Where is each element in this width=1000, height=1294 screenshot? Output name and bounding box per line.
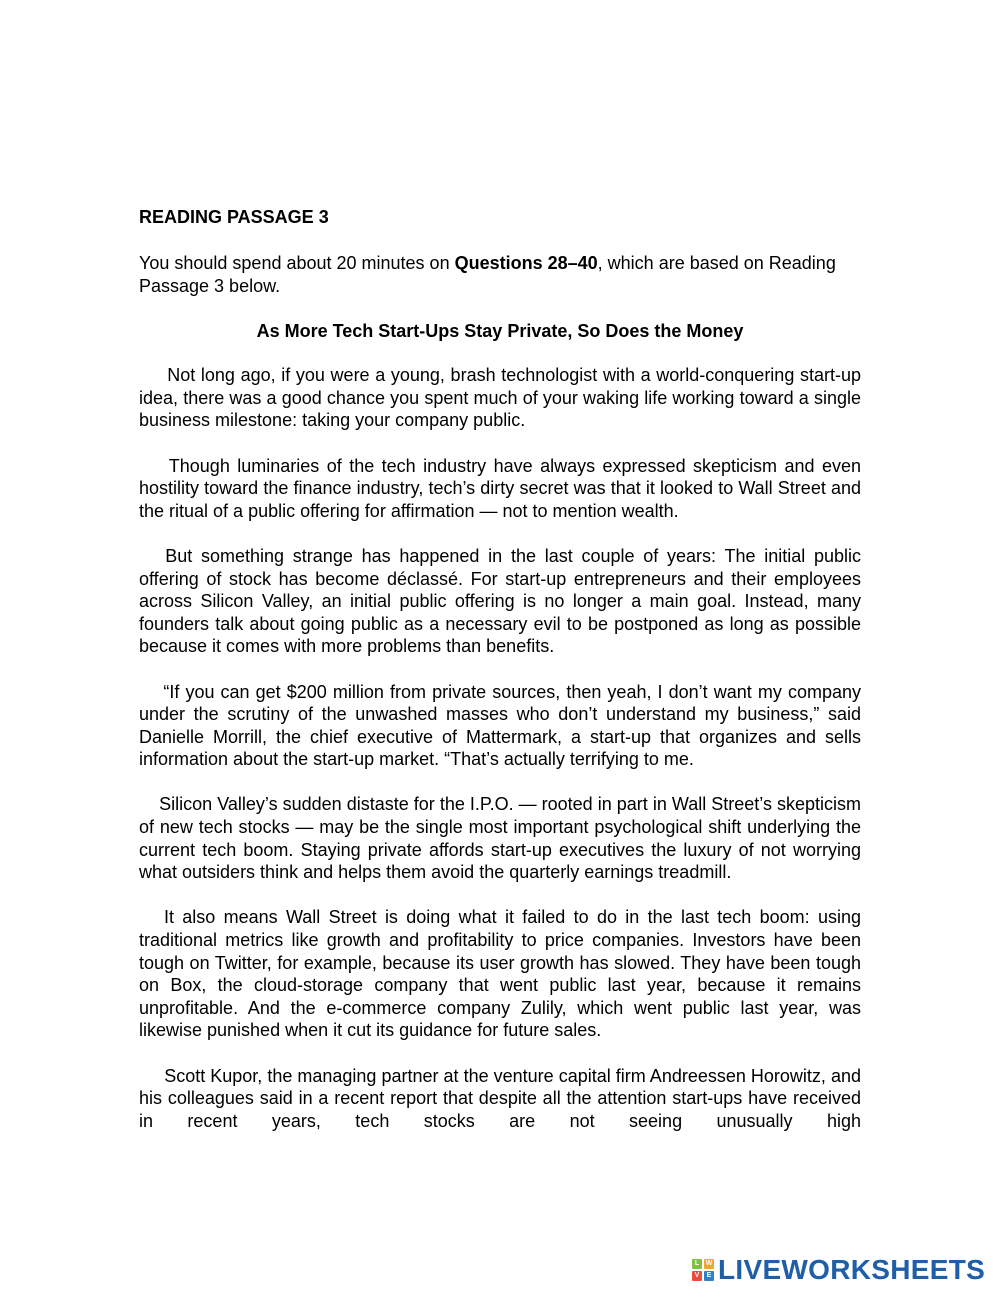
logo-block: E — [704, 1271, 714, 1281]
paragraph-1: Not long ago, if you were a young, brash technologist with a world-conquering start-up idea, there was a good chance you spent much of your waking life working toward a single business milestone: taking your company public. — [139, 365, 867, 431]
instructions-questions: Questions 28–40 — [454, 253, 598, 273]
instructions-prefix: You should spend about 20 minutes on — [139, 253, 455, 273]
passage-title: As More Tech Start-Ups Stay Private, So Does the Money — [256, 321, 744, 342]
logo-blocks-icon — [692, 1259, 714, 1281]
logo-block: W — [705, 1260, 713, 1267]
paragraph-7: Scott Kupor, the managing partner at the venture capital firm Andreessen Horowitz, and his colleagues said in a recent report that despite all the attention start-ups have received in recent years, tech stocks are not seeing unusually high — [139, 1065, 867, 1131]
liveworksheets-logo — [692, 1256, 985, 1284]
logo-block: L — [692, 1259, 702, 1269]
paragraph-6: It also means Wall Street is doing what it failed to do in the last tech boom: using traditional metrics like growth and profitability to price companies. Investors have been tough on Twitter, for example, because its user growth has slowed. They have been tough on Box, the cloud-storage company that went public last year, because it remains unprofitable. And the e-commerce company Zulily, which went public last year, was likewise punished when it cut its guidance for future sales. — [139, 907, 867, 1041]
instructions-suffix: , which are based on Reading Passage 3 below. — [139, 253, 836, 296]
passage-heading: READING PASSAGE 3 — [139, 207, 329, 227]
paragraph-5: Silicon Valley’s sudden distaste for the I.P.O. — rooted in part in Wall Street’s skepticism of new tech stocks — may be the single most important psychological shift underlying the current tech boom. Staying private affords start-up executives the luxury of not worrying what outsiders think and helps them avoid the quarterly earnings treadmill. — [139, 794, 867, 883]
paragraph-4: “If you can get $200 million from private sources, then yeah, I don’t want my company under the scrutiny of the unwashed masses who don’t understand my business,” said Danielle Morrill, the chief executive of Mattermark, a start-up that organizes and sells information about the start-up market. “That’s actually terrifying to me. — [139, 681, 867, 770]
logo-text: LIVEWORKSHEETS — [718, 1254, 986, 1285]
logo-block: V — [692, 1271, 702, 1281]
paragraph-2: Though luminaries of the tech industry have always expressed skepticism and even hostility toward the finance industry, tech’s dirty secret was that it looked to Wall Street and the ritual of a public offering for affirmation — not to mention wealth. — [139, 455, 867, 521]
paragraph-3: But something strange has happened in the last couple of years: The initial public offering of stock has become déclassé. For start-up entrepreneurs and their employees across Silicon Valley, an initial public offering is no longer a main goal. Instead, many founders talk about going public as a necessary evil to be postponed as long as possible because it comes with more problems than benefits. — [139, 545, 867, 657]
reading-passage-page — [139, 205, 867, 1155]
instructions — [139, 252, 861, 297]
